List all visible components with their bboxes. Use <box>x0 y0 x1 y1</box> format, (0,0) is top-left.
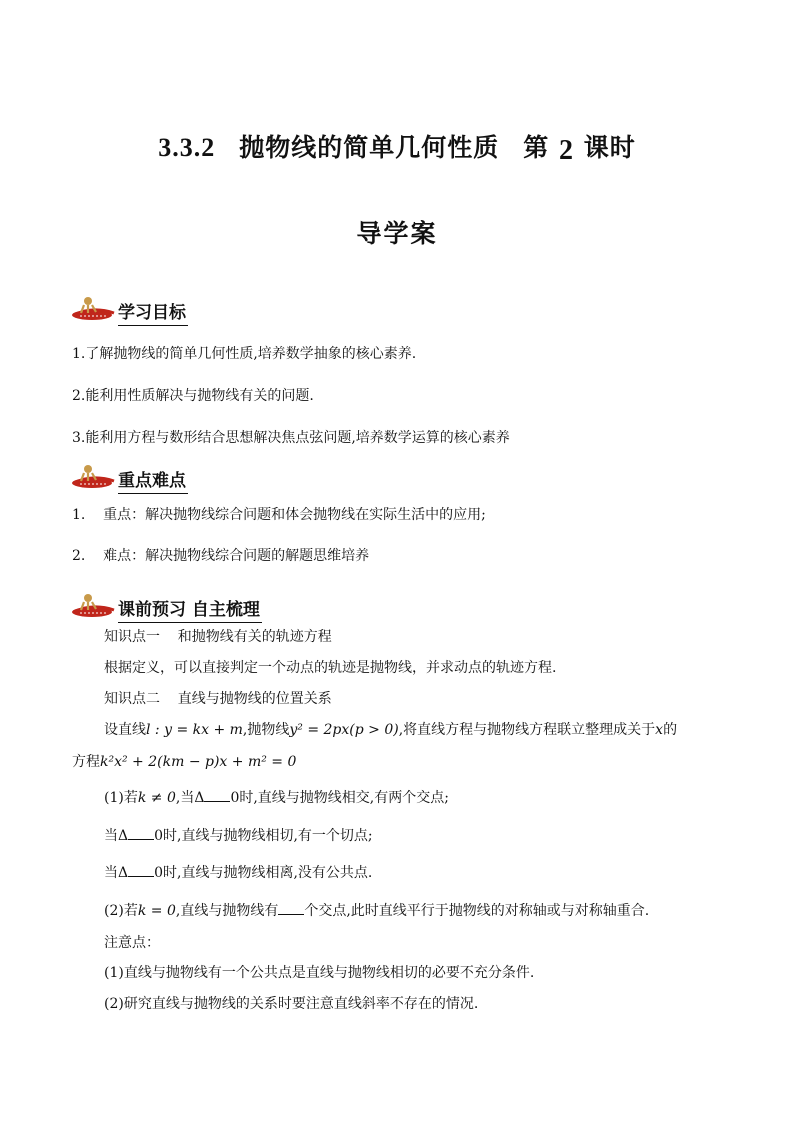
text-fragment: 0时,直线与抛物线相切,有一个切点; <box>154 828 373 844</box>
study-logo-icon <box>70 461 122 493</box>
text-fragment: 设直线 <box>104 722 146 738</box>
text-fragment: 的 <box>663 722 678 738</box>
math-k-zero: k = 0 <box>137 903 176 919</box>
section-title-goals: 学习目标 <box>118 298 188 326</box>
math-quadratic: k²x² + 2(km − p)x + m² = 0 <box>100 754 297 770</box>
title-text: 抛物线的简单几何性质 <box>239 133 500 162</box>
case-3 <box>104 862 372 882</box>
keypoint-item-2: 2. 难点：解决抛物线综合问题的解题思维培养 <box>72 548 370 564</box>
kp2-line-1 <box>104 719 677 739</box>
text-fragment: ,当Δ <box>175 790 205 806</box>
math-k-nonzero: k ≠ 0 <box>137 790 176 806</box>
text-fragment: 当Δ <box>104 865 129 881</box>
text-fragment: ,抛物线 <box>242 722 290 738</box>
study-logo-icon <box>70 590 122 622</box>
text-fragment: (2)若 <box>104 903 138 919</box>
case-2 <box>104 825 373 845</box>
note-2: (2)研究直线与抛物线的关系时要注意直线斜率不存在的情况. <box>104 996 479 1012</box>
page-subtitle: 导学案 <box>356 219 438 248</box>
page-title <box>0 128 794 167</box>
note-1: (1)直线与抛物线有一个公共点是直线与抛物线相切的必要不充分条件. <box>104 965 535 981</box>
study-logo-icon <box>70 293 122 325</box>
kp1-text: 根据定义，可以直接判定一个动点的轨迹是抛物线，并求动点的轨迹方程. <box>104 660 557 676</box>
kp1-heading: 知识点一 和抛物线有关的轨迹方程 <box>104 629 332 645</box>
case-1 <box>104 787 449 807</box>
goal-item-2: 2.能利用性质解决与抛物线有关的问题. <box>72 388 314 404</box>
note-heading: 注意点： <box>104 935 160 951</box>
text-fragment: 个交点,此时直线平行于抛物线的对称轴或与对称轴重合. <box>304 903 650 919</box>
answer-blank <box>204 789 230 802</box>
answer-blank <box>128 864 154 877</box>
text-fragment: ,将直线方程与抛物线方程联立整理成关于 <box>398 722 656 738</box>
math-parabola: y² = 2px(p > 0) <box>289 722 399 738</box>
text-fragment: 0时,直线与抛物线相交,有两个交点; <box>230 790 449 806</box>
section-number: 3.3.2 <box>158 133 216 162</box>
case-4 <box>104 900 649 920</box>
text-fragment: (1)若 <box>104 790 138 806</box>
text-fragment: 0时,直线与抛物线相离,没有公共点. <box>154 865 373 881</box>
goal-item-1: 1.了解抛物线的简单几何性质,培养数学抽象的核心素养. <box>72 346 417 362</box>
goal-item-3: 3.能利用方程与数形结合思想解决焦点弦问题,培养数学运算的核心素养 <box>72 430 510 446</box>
kp2-line-2 <box>72 751 296 771</box>
answer-blank <box>278 902 304 915</box>
section-title-keypoints: 重点难点 <box>118 466 188 494</box>
math-x: x <box>655 722 664 738</box>
kp2-heading: 知识点二 直线与抛物线的位置关系 <box>104 691 332 707</box>
text-fragment: 当Δ <box>104 828 129 844</box>
lesson-number: 2 <box>559 135 574 166</box>
text-fragment: 方程 <box>72 754 100 770</box>
math-line: l : y = kx + m <box>146 722 243 738</box>
keypoint-item-1: 1. 重点：解决抛物线综合问题和体会抛物线在实际生活中的应用; <box>72 507 486 523</box>
answer-blank <box>128 827 154 840</box>
text-fragment: ,直线与抛物线有 <box>175 903 279 919</box>
section-title-preview: 课前预习 自主梳理 <box>118 595 262 623</box>
lesson-prefix: 第 <box>523 133 550 162</box>
lesson-suffix: 课时 <box>583 133 636 162</box>
